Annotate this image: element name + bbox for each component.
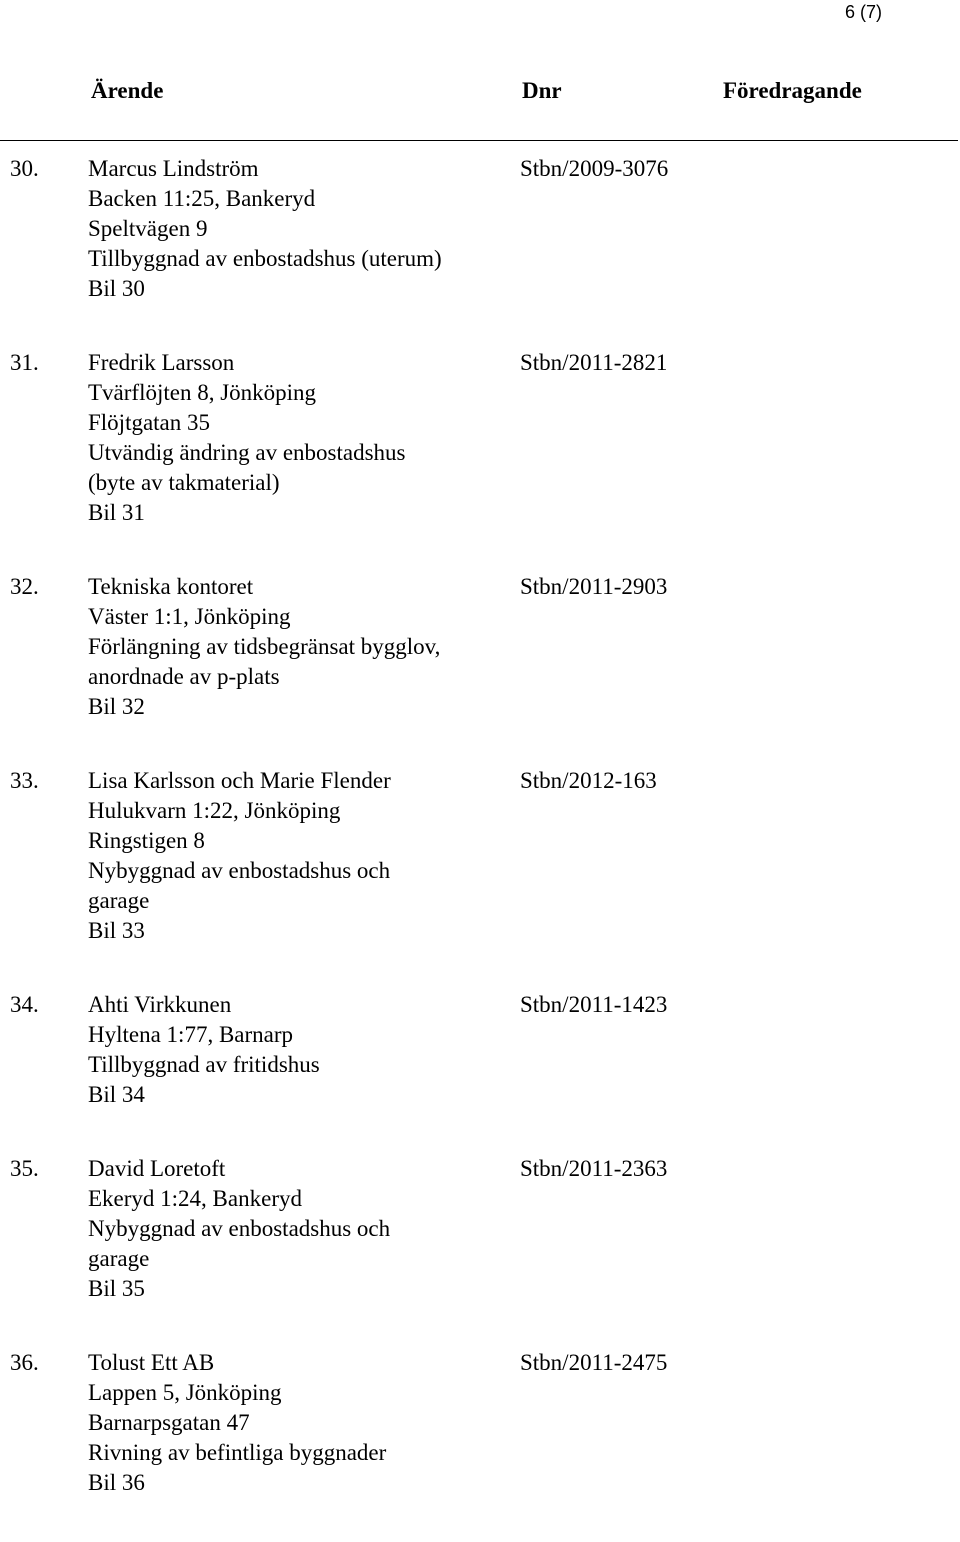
- item-number: 35.: [10, 1156, 39, 1181]
- item-description-line: Bil 36: [88, 1470, 145, 1495]
- item-description-line: Rivning av befintliga byggnader: [88, 1440, 387, 1465]
- agenda-item: [0, 572, 960, 722]
- item-description-line: Tvärflöjten 8, Jönköping: [88, 380, 317, 405]
- item-description-line: garage: [88, 1246, 150, 1271]
- item-description-line: Tillbyggnad av fritidshus: [88, 1052, 320, 1077]
- item-number: 32.: [10, 574, 39, 599]
- item-description-line: Hyltena 1:77, Barnarp: [88, 1022, 294, 1047]
- item-number: 36.: [10, 1350, 39, 1375]
- agenda-item-list: [0, 154, 960, 1542]
- item-description-line: Tolust Ett AB: [88, 1350, 215, 1375]
- item-description-line: Väster 1:1, Jönköping: [88, 604, 291, 629]
- item-description: [88, 154, 508, 304]
- item-description-line: Bil 32: [88, 694, 145, 719]
- item-description-line: Barnarpsgatan 47: [88, 1410, 250, 1435]
- agenda-item: [0, 348, 960, 528]
- item-description: [88, 572, 508, 722]
- item-dnr: Stbn/2011-2821: [520, 350, 668, 375]
- item-dnr: Stbn/2012-163: [520, 768, 657, 793]
- item-description-line: Backen 11:25, Bankeryd: [88, 186, 316, 211]
- agenda-item: [0, 766, 960, 946]
- item-description-line: Nybyggnad av enbostadshus och: [88, 1216, 391, 1241]
- item-description-line: Bil 30: [88, 276, 145, 301]
- item-description-line: Hulukvarn 1:22, Jönköping: [88, 798, 341, 823]
- header-arende: Ärende: [91, 78, 164, 103]
- item-description-line: Nybyggnad av enbostadshus och: [88, 858, 391, 883]
- item-description-line: Fredrik Larsson: [88, 350, 235, 375]
- agenda-item: [0, 1348, 960, 1498]
- agenda-header: [0, 74, 960, 108]
- item-description: [88, 348, 508, 528]
- item-description-line: Förlängning av tidsbegränsat bygglov,: [88, 634, 441, 659]
- item-description: [88, 1154, 508, 1304]
- page-number: 6 (7): [844, 2, 882, 22]
- item-description-line: Utvändig ändring av enbostadshus: [88, 440, 406, 465]
- item-description-line: (byte av takmaterial): [88, 470, 280, 495]
- item-description-line: Bil 35: [88, 1276, 145, 1301]
- header-dnr: Dnr: [522, 78, 562, 103]
- header-foredragande: Föredragande: [723, 78, 862, 103]
- item-description-line: Ahti Virkkunen: [88, 992, 232, 1017]
- item-description: [88, 766, 508, 946]
- item-description-line: Speltvägen 9: [88, 216, 208, 241]
- item-description-line: garage: [88, 888, 150, 913]
- item-dnr: Stbn/2011-2475: [520, 1350, 668, 1375]
- item-dnr: Stbn/2011-2903: [520, 574, 668, 599]
- item-dnr: Stbn/2009-3076: [520, 156, 669, 181]
- item-description-line: Bil 34: [88, 1082, 145, 1107]
- item-description-line: Marcus Lindström: [88, 156, 259, 181]
- item-description-line: Flöjtgatan 35: [88, 410, 211, 435]
- item-dnr: Stbn/2011-1423: [520, 992, 668, 1017]
- item-description: [88, 990, 508, 1110]
- item-number: 33.: [10, 768, 39, 793]
- agenda-item: [0, 154, 960, 304]
- header-divider: [0, 140, 958, 141]
- item-description-line: Tekniska kontoret: [88, 574, 254, 599]
- item-description-line: Bil 31: [88, 500, 145, 525]
- item-description-line: anordnade av p-plats: [88, 664, 280, 689]
- item-description-line: David Loretoft: [88, 1156, 226, 1181]
- item-number: 31.: [10, 350, 39, 375]
- item-dnr: Stbn/2011-2363: [520, 1156, 668, 1181]
- item-description-line: Ekeryd 1:24, Bankeryd: [88, 1186, 302, 1211]
- item-number: 30.: [10, 156, 39, 181]
- item-description-line: Ringstigen 8: [88, 828, 205, 853]
- item-description: [88, 1348, 508, 1498]
- item-description-line: Tillbyggnad av enbostadshus (uterum): [88, 246, 442, 271]
- item-description-line: Bil 33: [88, 918, 145, 943]
- item-description-line: Lisa Karlsson och Marie Flender: [88, 768, 391, 793]
- item-number: 34.: [10, 992, 39, 1017]
- agenda-item: [0, 990, 960, 1110]
- item-description-line: Lappen 5, Jönköping: [88, 1380, 282, 1405]
- agenda-item: [0, 1154, 960, 1304]
